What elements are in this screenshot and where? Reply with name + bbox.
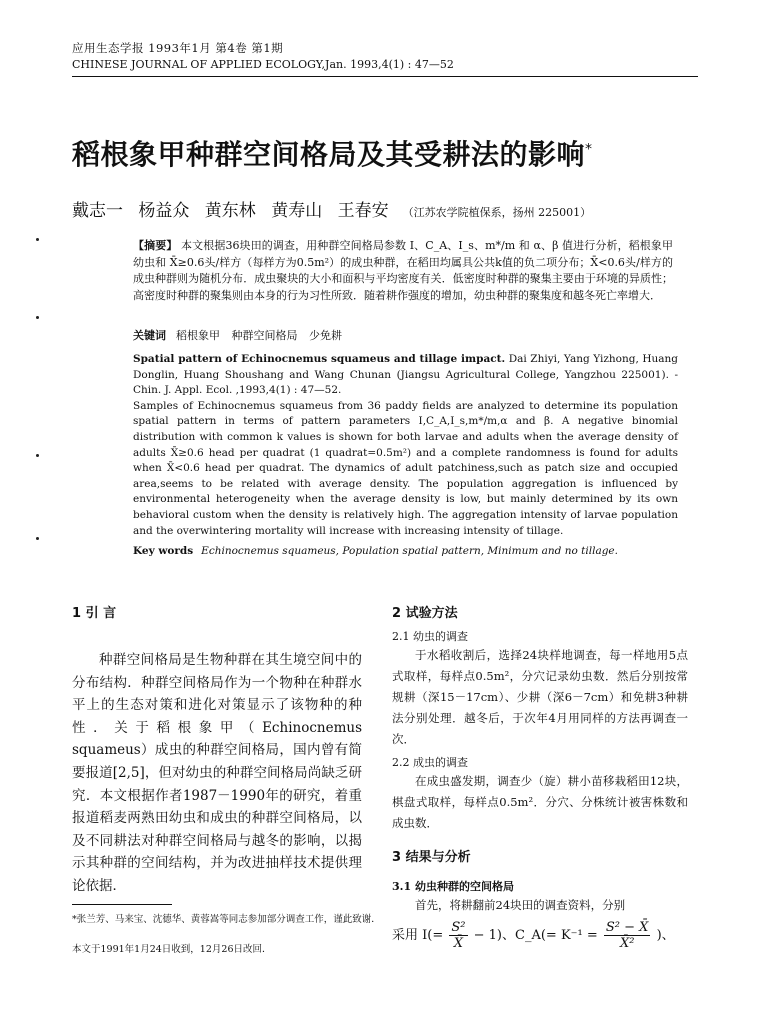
header-rule [72,76,698,77]
scan-mark [36,537,39,540]
abstract-text: 本文根据36块田的调查，用种群空间格局参数 I、C_A、I_s、m*/m 和 α、β 值进行分析，稻根象甲幼虫和 X̄≥0.6头/样方（每样方为0.5m²）的成虫种群，在稻田均属具公共k值的负二项分布；X̄<0.6头/样方的成虫种群则为随机分布．成虫聚块的大小和面积与平均密度有关．低密度时种群的聚集主要由于环境的异质性；高密度时种群的聚集则由本身的行为习性所致．随着耕作强度的增加，幼虫种群的聚集度和越冬死亡率增大． [133,239,673,302]
section-2-2-text: 在成虫盛发期，调查少（旋）耕小苗移栽稻田12块，棋盘式取样，每样点0.5m²．分穴、分株统计被害株数和成虫数． [392,774,688,830]
journal-header-en: CHINESE JOURNAL OF APPLIED ECOLOGY,Jan. 1993,4(1) : 47—52 [72,58,454,71]
formula-fraction-2: $\frac{\text{S² − X̄}}{\text{X̄²}}$ [605,920,649,951]
abstract-en-heading: Spatial pattern of Echinocnemus squameus and tillage impact. Dai Zhiyi, Yang Yizhong, Huang Donglin, Huang Shoushang and Wang Chunan (Jiangsu Agricultural College, Yangzhou 225001). -Chin. J. Appl. Ecol. ,1993,4(1) : 47—52. [133,353,679,397]
author-names: 戴志一 杨益众 黄东林 黄寿山 王春安 [72,201,389,221]
section-3-heading: 3 结果与分析 [392,850,471,865]
section-1-heading: 1 引 言 [72,606,117,621]
formula-fraction-1: $\frac{\text{S²}}{X̄}$ [451,920,466,951]
scan-mark [36,238,39,241]
formula: 采用 I(= $\frac{\text{S²}}{X̄}$ − 1)、C_A(= K⁻¹ = $\frac{\text{S² − X̄}}{\text{X̄²}}$ )、 [392,920,675,951]
keywords-en: Key words Echinocnemus squameus, Population spatial pattern, Minimum and no tillage. [133,545,618,557]
section-2-1-text: 于水稻收割后，选择24块样地调查，每一样地用5点式取样，每样点0.5m²，分穴记录幼虫数．然后分别按常规耕（深15－17cm）、少耕（深6－7cm）和免耕3种耕法分别处理．越冬后，于次年4月用同样的方法再调查一次． [392,648,688,746]
abstract-cn [133,238,673,304]
paper-title: 稻根象甲种群空间格局及其受耕法的影响* [72,138,593,171]
abstract-en [133,352,678,539]
section-3-1-text: 首先，将耕翻前24块田的调查资料，分别 [415,898,626,912]
section-3-1-heading: 3.1 幼虫种群的空间格局 [392,880,514,893]
affiliation: （江苏农学院植保系，扬州 225001） [402,206,592,219]
section-1-text: 种群空间格局是生物种群在其生境空间中的分布结构．种群空间格局作为一个物种在种群水平上的生态对策和进化对策显示了该物种的种性．关于稻根象甲（Echinocnemus squameus）成虫的种群空间格局，国内曾有简要报道[2,5]，但对幼虫的种群空间格局尚缺乏研究．本文根据作者1987－1990年的研究，着重报道稻麦两熟田幼虫和成虫的种群空间格局，以及不同耕法对种群空间格局与越冬的影响，以揭示其种群的空间结构，并为改进抽样技术提供理论依据． [72,652,362,894]
scan-mark [36,316,39,319]
section-2-1-heading: 2.1 幼虫的调查 [392,630,468,643]
authors-line [72,196,591,221]
footnote-rule [72,904,172,905]
keywords-cn: 关键词 稻根象甲 种群空间格局 少免耕 [133,329,342,342]
footnote-acknowledgement: *张兰芳、马来宝、沈德华、黄蓉嵩等同志参加部分调查工作，谨此致谢． [72,914,381,925]
footnote-received: 本文于1991年1月24日收到，12月26日改回． [72,944,272,955]
scan-mark [36,454,39,457]
journal-header-cn: 应用生态学报 1993年1月 第4卷 第1期 [72,41,284,55]
abstract-en-body: Samples of Echinocnemus squameus from 36 paddy fields are analyzed to determine its population spatial pattern in terms of pattern parameters I,C_A,I_s,m*/m,α and β. A negative binomial distribution with common k values is shown for both larvae and adults when the average density of adults X̄≥0.6 head per quadrat (1 quadrat=0.5m²) and a complete randomness is found for adults when X̄<0.6 head per quadrat. The dynamics of adult patchiness,such as patch size and occupied area,seems to be related with average density. The population aggregation is influenced by environmental heterogeneity when the average density is low, but mainly determined by its own behavioral custom when the density is relatively high. The aggregation intensity of larvae population and the overwintering mortality will increase with increasing intensity of tillage. [133,399,678,537]
section-2-2-heading: 2.2 成虫的调查 [392,756,468,769]
abstract-label: 【摘要】 [133,239,178,252]
section-2-heading: 2 试验方法 [392,606,458,621]
